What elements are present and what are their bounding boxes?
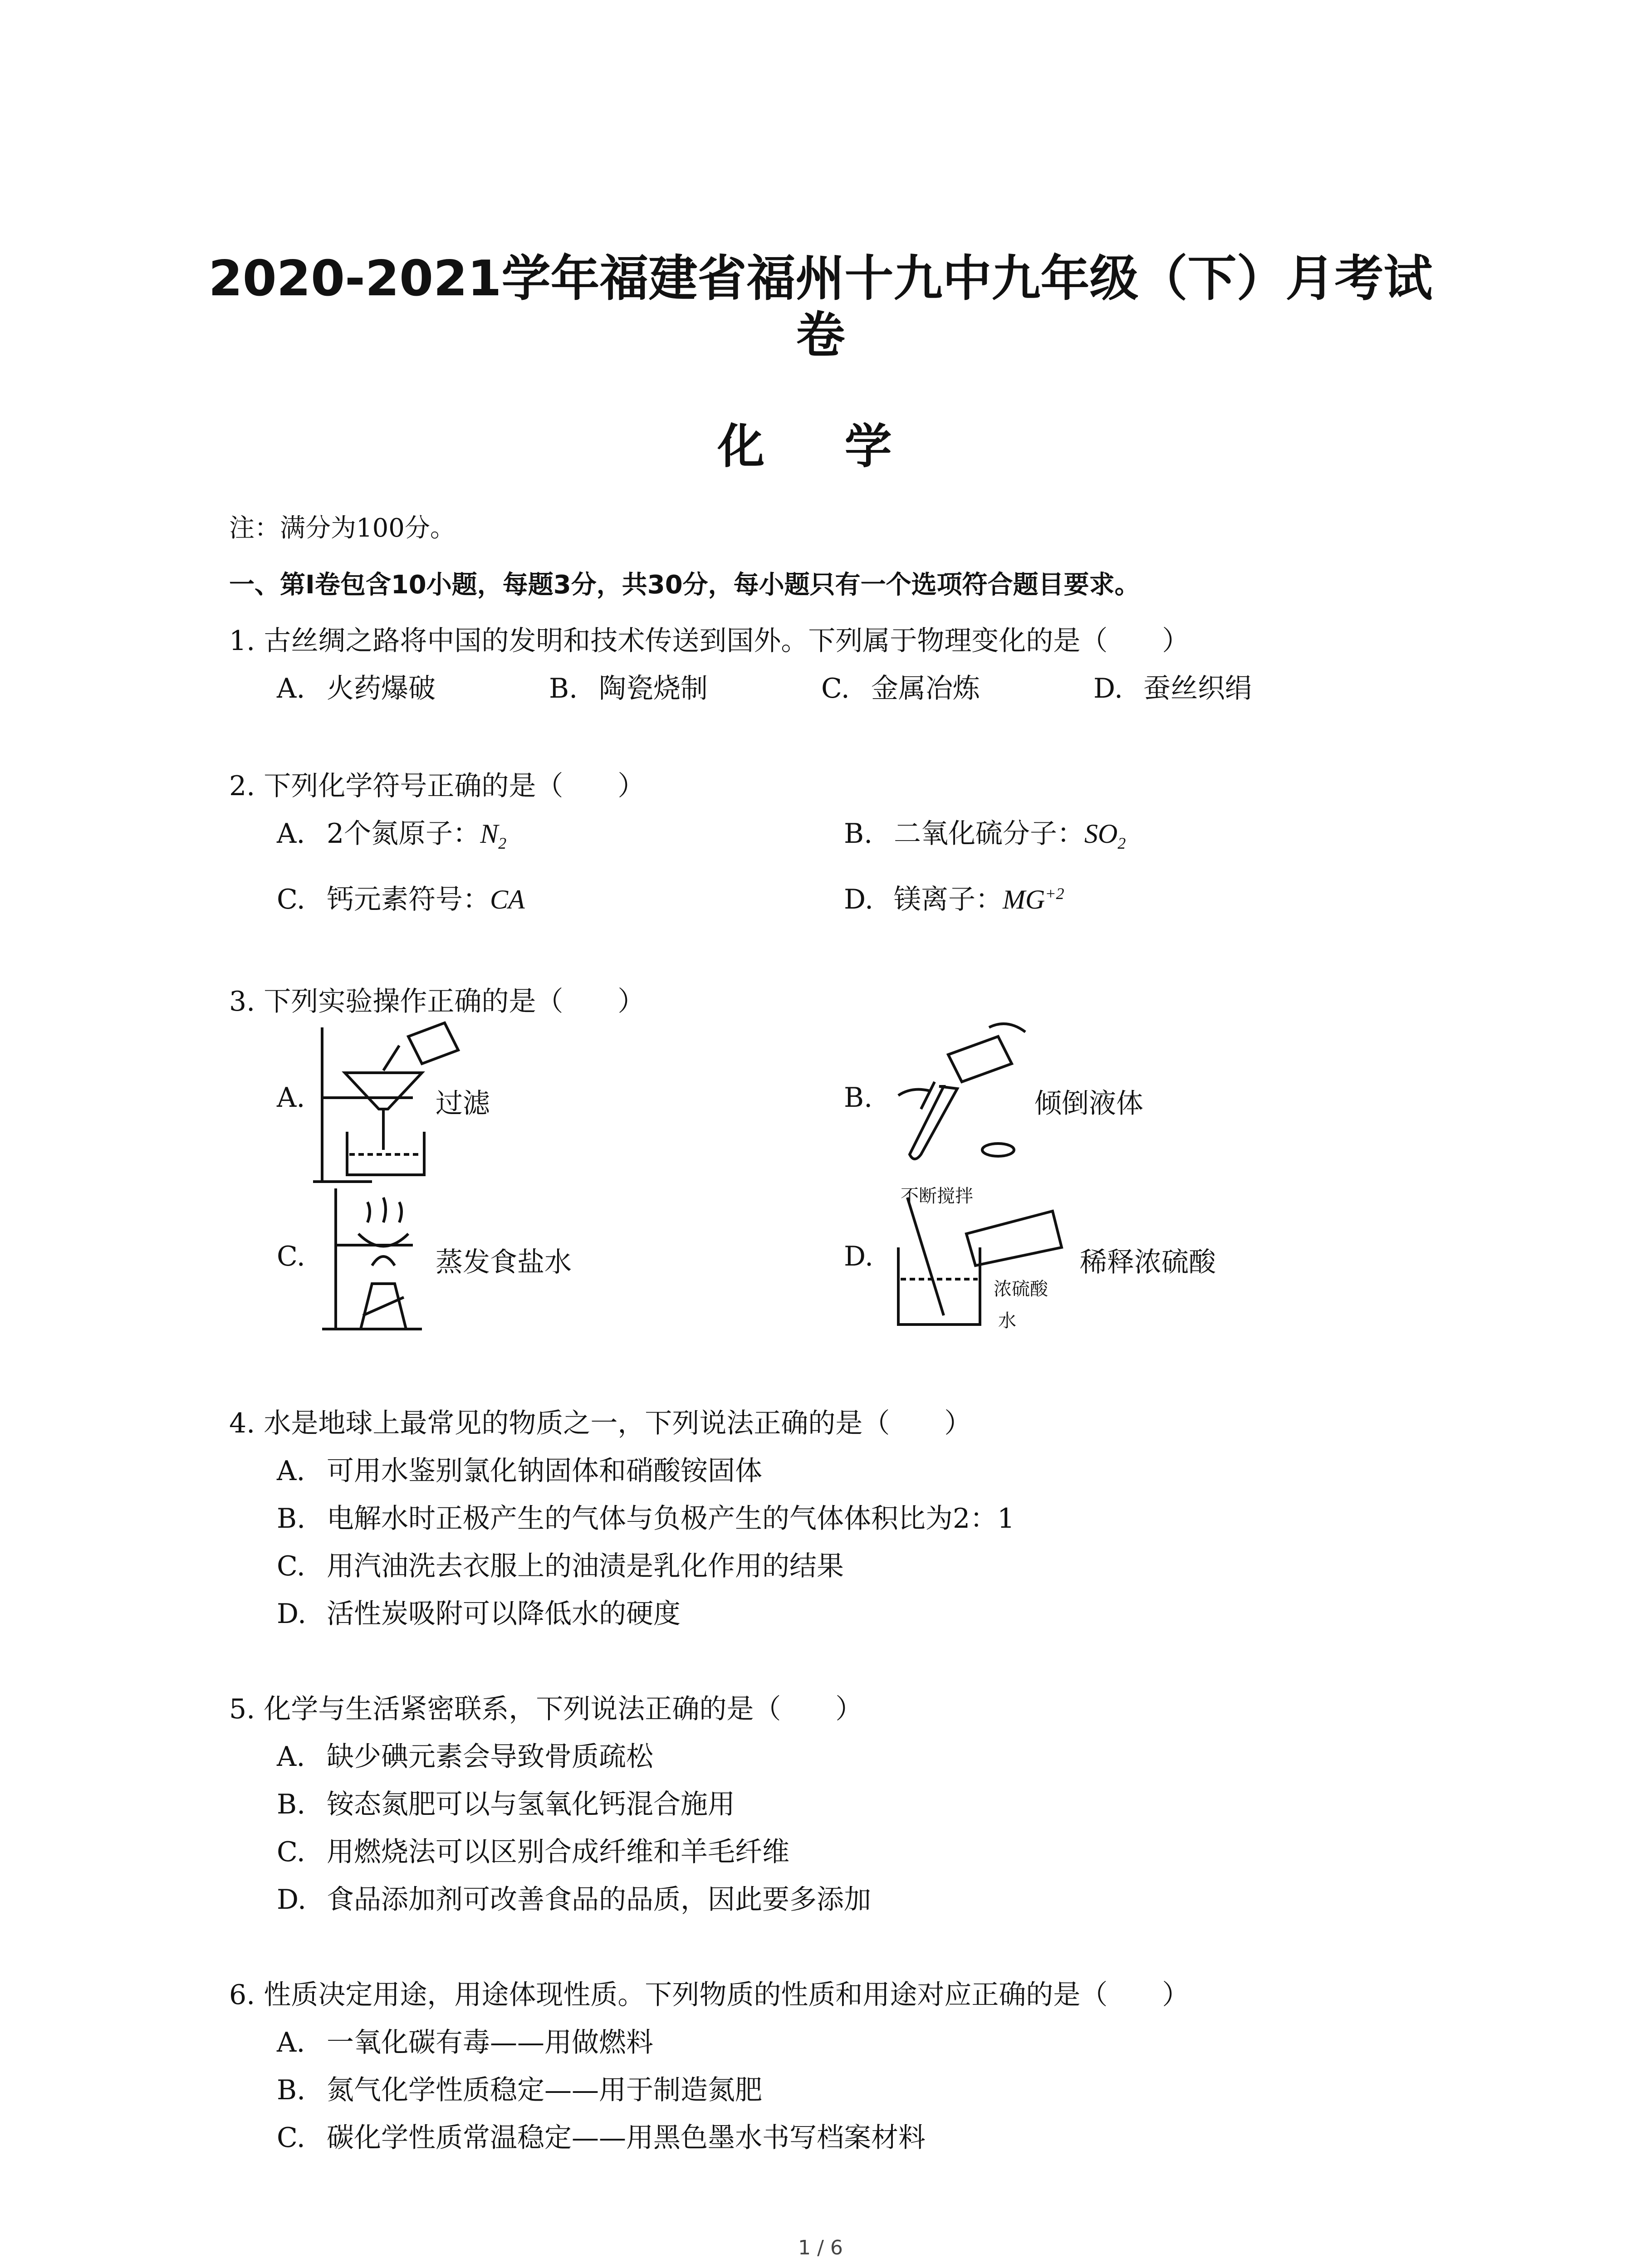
question-3-option-b-label: 倾倒液体 — [1034, 1088, 1143, 1119]
question-6-stem: 6. 性质决定用途，用途体现性质。下列物质的性质和用途对应正确的是（ ） — [229, 1979, 1190, 2011]
exam-title-line2: 卷 — [796, 307, 845, 364]
question-1-option-a: A. 火药爆破 — [277, 673, 436, 704]
question-3-option-c-letter: C. — [277, 1241, 305, 1272]
diluting-figure-acid-label: 浓硫酸 — [994, 1279, 1048, 1300]
question-2-option-b: B. 二氧化硫分子：$SO_2$ — [844, 818, 1126, 852]
question-3-option-d-label: 稀释浓硫酸 — [1080, 1246, 1216, 1278]
question-6-option-c: C. 碳化学性质常温稳定——用黑色墨水书写档案材料 — [277, 2122, 926, 2154]
question-3-option-a-letter: A. — [277, 1082, 305, 1114]
question-4-stem: 4. 水是地球上最常见的物质之一，下列说法正确的是（ ） — [229, 1408, 972, 1439]
page-number: 1 / 6 — [798, 2236, 843, 2259]
question-2-option-d: D. 镁离子：$MG^{+2}$ — [844, 884, 1064, 915]
question-4-option-a: A. 可用水鉴别氯化钠固体和硝酸铵固体 — [277, 1455, 762, 1487]
question-4-option-b: B. 电解水时正极产生的气体与负极产生的气体体积比为2：1 — [277, 1503, 1015, 1535]
question-6-option-a: A. 一氧化碳有毒——用做燃料 — [277, 2027, 653, 2058]
exam-title-line1: 2020-2021学年福建省福州十九中九年级（下）月考试 — [208, 250, 1433, 307]
question-3-option-b-letter: B. — [844, 1082, 873, 1114]
question-1-stem: 1. 古丝绸之路将中国的发明和技术传送到国外。下列属于物理变化的是（ ） — [229, 625, 1190, 657]
pouring-liquid-figure — [889, 1018, 1034, 1168]
section-heading: 一、第Ⅰ卷包含10小题，每题3分，共30分，每小题只有一个选项符合题目要求。 — [229, 570, 1140, 600]
diluting-figure-stir-label: 不断搅拌 — [901, 1186, 973, 1207]
question-3-option-a-label: 过滤 — [436, 1088, 490, 1119]
question-3-option-d-letter: D. — [844, 1241, 874, 1272]
question-1-option-c: C. 金属冶炼 — [821, 673, 980, 704]
question-1-option-d: D. 蚕丝织绢 — [1093, 673, 1252, 704]
question-2-stem: 2. 下列化学符号正确的是（ ） — [229, 770, 645, 802]
question-5-option-d: D. 食品添加剂可改善食品的品质，因此要多添加 — [277, 1884, 871, 1916]
question-4-option-d: D. 活性炭吸附可以降低水的硬度 — [277, 1598, 681, 1630]
question-5-option-c: C. 用燃烧法可以区别合成纤维和羊毛纤维 — [277, 1836, 789, 1868]
question-4-option-c: C. 用汽油洗去衣服上的油渍是乳化作用的结果 — [277, 1550, 844, 1582]
question-1-option-b: B. 陶瓷烧制 — [549, 673, 708, 704]
question-5-stem: 5. 化学与生活紧密联系，下列说法正确的是（ ） — [229, 1693, 863, 1725]
question-2-option-a: A. 2个氮原子：$N_2$ — [277, 818, 507, 852]
score-note: 注：满分为100分。 — [229, 513, 456, 543]
question-6-option-b: B. 氮气化学性质稳定——用于制造氮肥 — [277, 2074, 762, 2106]
question-2-option-c: C. 钙元素符号：CA — [277, 884, 525, 915]
evaporation-apparatus-figure — [309, 1179, 436, 1334]
question-3-option-c-label: 蒸发食盐水 — [436, 1246, 572, 1278]
question-3-stem: 3. 下列实验操作正确的是（ ） — [229, 986, 645, 1017]
question-5-option-a: A. 缺少碘元素会导致骨质疏松 — [277, 1741, 653, 1773]
diluting-figure-water-label: 水 — [998, 1310, 1016, 1331]
question-5-option-b: B. 铵态氮肥可以与氢氧化钙混合施用 — [277, 1789, 735, 1820]
subject-heading: 化 学 — [717, 419, 924, 474]
